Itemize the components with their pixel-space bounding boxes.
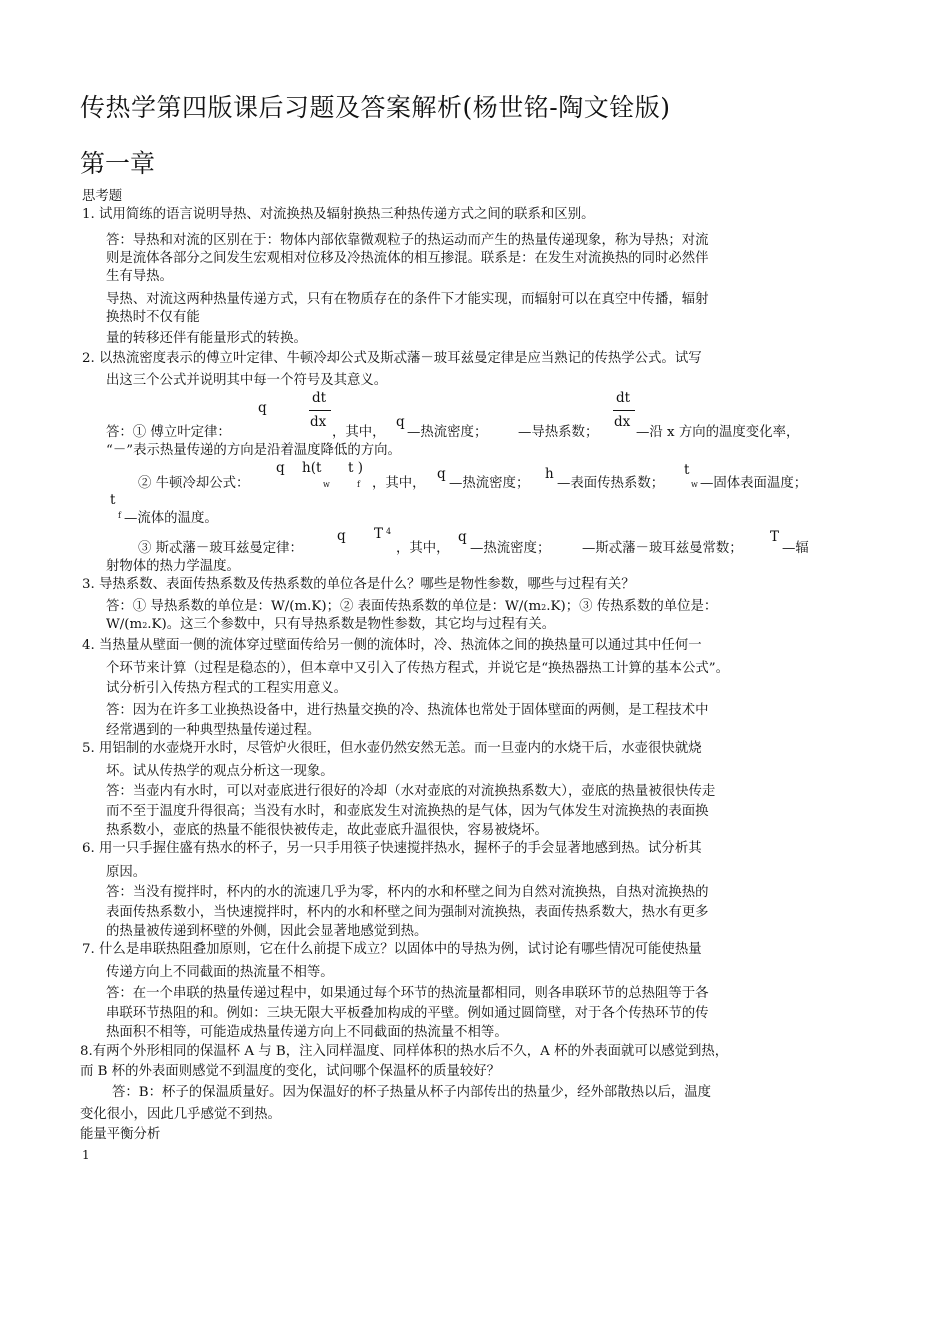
q8-question: 8.有两个外形相同的保温杯 A 与 B，注入同样温度、同样体积的热水后不久，A 杯的外表面就可以感觉到热，	[80, 1044, 729, 1059]
q7-answer-line: 热面积不相等，可能造成热量传递方向上不同截面的热流量不相等。	[106, 1025, 508, 1040]
q5-answer-line: 答：当壶内有水时，可以对壶底进行很好的冷却（水对壶底的对流换热系数大），壶底的热量被很快传走	[106, 784, 716, 799]
q8-answer-line: 变化很小，因此几乎感觉不到热。	[80, 1107, 281, 1122]
q7-question: 7. 什么是串联热阻叠加原则，它在什么前提下成立？以固体中的导热为例，试讨论有哪些情况可能使热量	[82, 942, 702, 957]
formula-where: ，其中，	[396, 541, 450, 556]
formula-desc: —辐	[782, 541, 809, 556]
formula-expr: t )	[348, 460, 363, 476]
superscript-4: 4	[386, 527, 392, 536]
q8-question: 而 B 杯的外表面则感觉不到温度的变化，试问哪个保温杯的质量较好？	[80, 1064, 501, 1079]
formula-symbol-q: q	[337, 528, 346, 544]
chapter-heading: 第一章	[80, 149, 156, 178]
subscript-f: f	[118, 511, 121, 520]
stefan-label: ③ 斯忒藩－玻耳兹曼定律：	[138, 541, 303, 556]
page-number: 1	[82, 1148, 90, 1162]
formula-desc: “－”表示热量传递的方向是沿着温度降低的方向。	[106, 443, 401, 458]
formula-desc: 射物体的热力学温度。	[106, 559, 240, 574]
q1-question: 1. 试用简练的语言说明导热、对流换热及辐射换热三种热传递方式之间的联系和区别。	[82, 207, 595, 222]
formula-desc: —斯忒藩－玻耳兹曼常数；	[582, 541, 743, 556]
q3-question: 3. 导热系数、表面传热系数及传热系数的单位各是什么？哪些是物性参数，哪些与过程有关？	[82, 577, 635, 592]
q6-answer-line: 的热量被传递到杯壁的外侧，因此会显著地感觉到热。	[106, 924, 428, 939]
q6-question: 原因。	[106, 865, 147, 880]
q3-answer-line: 答：① 导热系数的单位是：W/(m.K)；② 表面传热系数的单位是：W/(m2.K)；③ 传热系数的单位是：	[106, 599, 718, 614]
q4-question: 个环节来计算（过程是稳态的），但本章中又引入了传热方程式，并说它是“换热器热工计算的基本公式”。	[106, 661, 729, 676]
q1-answer-line: 换热时不仅有能	[106, 310, 200, 325]
formula-symbol-T: T	[770, 529, 780, 545]
q4-question: 4. 当热量从壁面一侧的流体穿过壁面传给另一侧的流体时，冷、热流体之间的换热量可以通过其中任何一	[82, 638, 702, 653]
fourier-label: 答：① 傅立叶定律：	[106, 425, 231, 440]
formula-desc: —热流密度；	[470, 541, 551, 556]
q7-question: 传递方向上不同截面的热流量不相等。	[106, 965, 334, 980]
q1-answer-line: 生有导热。	[106, 269, 173, 284]
formula-where: ，其中，	[332, 425, 386, 440]
formula-symbol-t: t	[110, 492, 116, 508]
formula-desc: —导热系数；	[518, 425, 599, 440]
q7-answer-line: 串联环节热阻的和。例如：三块无限大平板叠加构成的平壁。例如通过圆筒壁，对于各个传热环节的传	[106, 1006, 709, 1021]
q5-answer-line: 而不至于温度升得很高；当没有水时，和壶底发生对流换热的是气体，因为气体发生对流换热的表面换	[106, 804, 709, 819]
subscript-w: w	[323, 480, 330, 489]
q4-answer-line: 答：因为在许多工业换热设备中，进行热量交换的冷、热流体也常处于固体壁面的两侧，是工程技术中	[106, 703, 709, 718]
formula-dt: dt	[616, 390, 631, 406]
formula-desc: —热流密度；	[449, 476, 530, 491]
q1-answer-line: 导热、对流这两种热量传递方式，只有在物质存在的条件下才能实现，而辐射可以在真空中传播，辐射	[106, 292, 709, 307]
formula-dt: dt	[312, 390, 327, 406]
q4-answer-line: 经常遇到的一种典型热量传递过程。	[106, 723, 321, 738]
q1-answer-line: 则是流体各部分之间发生宏观相对位移及冷热流体的相互掺混。联系是：在发生对流换热的同时必然伴	[106, 251, 709, 266]
subscript-2: 2	[541, 603, 547, 612]
fraction-bar	[613, 410, 635, 411]
formula-symbol-T: T	[374, 526, 384, 542]
formula-desc: —热流密度；	[407, 425, 488, 440]
q6-question: 6. 用一只手握住盛有热水的杯子，另一只手用筷子快速搅拌热水，握杯子的手会显著地感到热。试分析其	[82, 841, 702, 856]
q5-answer-line: 热系数小，壶底的热量不能很快被传走，故此壶底升温很快，容易被烧坏。	[106, 823, 548, 838]
formula-symbol-q: q	[437, 466, 446, 482]
q2-question: 出这三个公式并说明其中每一个符号及其意义。	[106, 373, 388, 388]
formula-dx: dx	[614, 414, 631, 430]
formula-expr: h(t	[302, 460, 322, 476]
formula-desc: —表面传热系数；	[557, 476, 665, 491]
next-section-heading: 能量平衡分析	[80, 1127, 161, 1142]
q5-question: 5. 用铝制的水壶烧开水时，尽管炉火很旺，但水壶仍然安然无恙。而一旦壶内的水烧干后，水壶很快就烧	[82, 741, 702, 756]
q8-answer-line: 答：B：杯子的保温质量好。因为保温好的杯子热量从杯子内部传出的热量少，经外部散热以后，温度	[112, 1085, 712, 1100]
newton-label: ② 牛顿冷却公式：	[138, 476, 250, 491]
q3-answer-line: W/(m2.K)。这三个参数中，只有导热系数是物性参数，其它均与过程有关。	[106, 617, 556, 632]
formula-desc: —流体的温度。	[124, 511, 218, 526]
formula-symbol-q: q	[276, 460, 285, 476]
formula-symbol-q: q	[396, 414, 405, 430]
formula-dx: dx	[310, 414, 327, 430]
q4-question: 试分析引入传热方程式的工程实用意义。	[106, 681, 348, 696]
subscript-w: w	[691, 480, 698, 489]
fraction-bar	[309, 410, 331, 411]
q6-answer-line: 答：当没有搅拌时，杯内的水的流速几乎为零，杯内的水和杯壁之间为自然对流换热，自热对流换热的	[106, 885, 709, 900]
subscript-f: f	[357, 480, 360, 489]
formula-where: ，其中，	[372, 476, 426, 491]
q5-question: 坏。试从传热学的观点分析这一现象。	[106, 764, 334, 779]
q1-answer-line: 量的转移还伴有能量形式的转换。	[106, 331, 307, 346]
formula-desc: —固体表面温度；	[700, 476, 808, 491]
formula-symbol-q: q	[258, 400, 267, 416]
q1-answer-line: 答：导热和对流的区别在于：物体内部依靠微观粒子的热运动而产生的热量传递现象，称为导热；对流	[106, 233, 709, 248]
document-title: 传热学第四版课后习题及答案解析(杨世铭-陶文铨版)	[80, 93, 671, 122]
q2-question: 2. 以热流密度表示的傅立叶定律、牛顿冷却公式及斯忒藩－玻耳兹曼定律是应当熟记的传热学公式。试写	[82, 351, 702, 366]
formula-desc: —沿 x 方向的温度变化率，	[636, 425, 800, 440]
q7-answer-line: 答：在一个串联的热量传递过程中，如果通过每个环节的热流量都相同，则各串联环节的总热阻等于各	[106, 986, 709, 1001]
formula-symbol-t: t	[684, 462, 690, 478]
subscript-2: 2	[142, 621, 148, 630]
section-heading: 思考题	[82, 189, 123, 204]
q6-answer-line: 表面传热系数小，当快速搅拌时，杯内的水和杯壁之间为强制对流换热，表面传热系数大，热水有更多	[106, 905, 709, 920]
formula-symbol-q: q	[458, 529, 467, 545]
formula-symbol-h: h	[545, 466, 554, 482]
